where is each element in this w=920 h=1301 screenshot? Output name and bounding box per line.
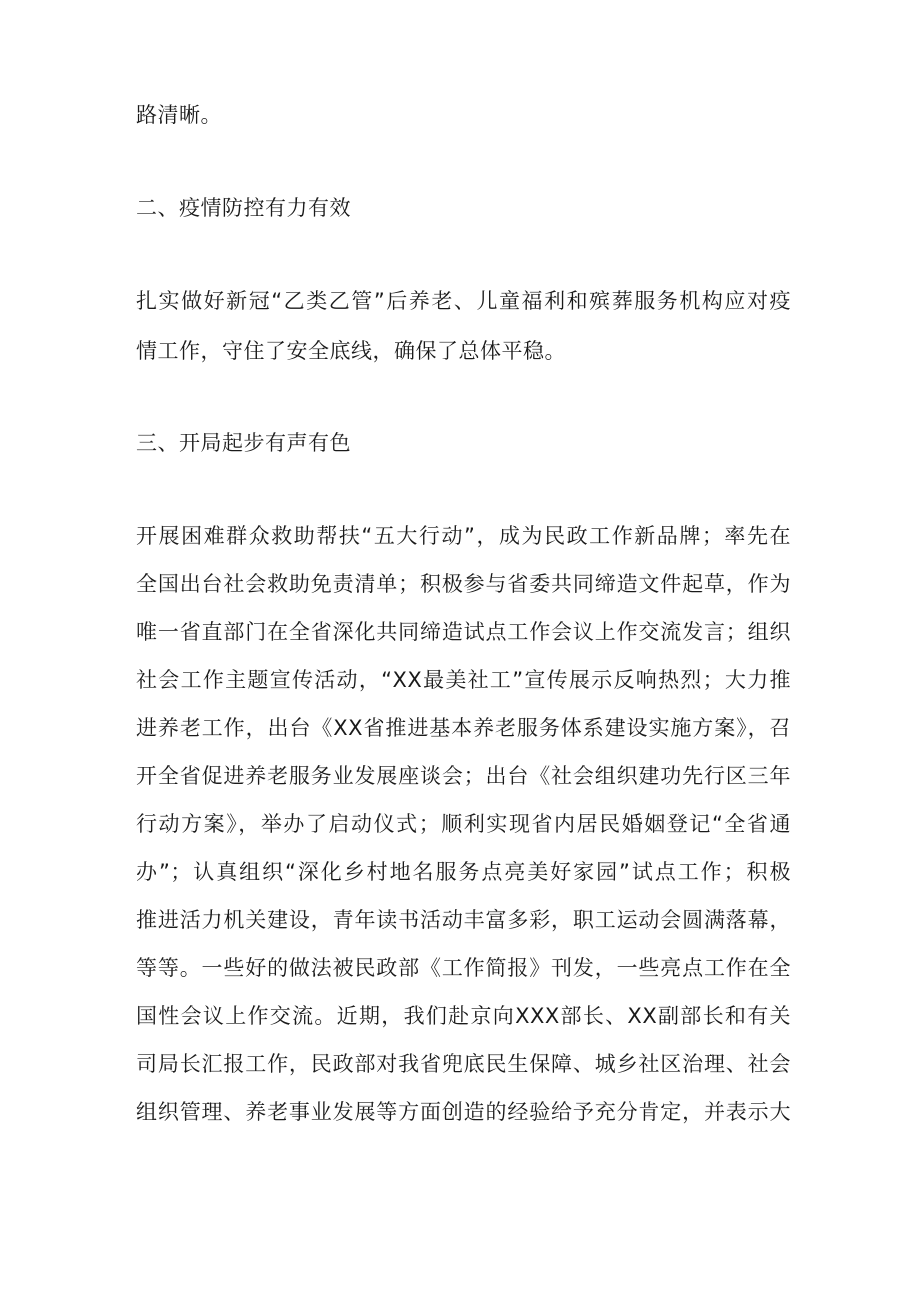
paragraph-line: 推进活力机关建设，青年读书活动丰富多彩，职工运动会圆满落幕， bbox=[136, 908, 791, 932]
paragraph-line: 唯一省直部门在全省深化共同缔造试点工作会议上作交流发言；组织 bbox=[136, 620, 791, 644]
paragraph-line: 开全省促进养老服务业发展座谈会；出台《社会组织建功先行区三年 bbox=[136, 764, 791, 788]
paragraph-line: 开展困难群众救助帮扶“五大行动”，成为民政工作新品牌；率先在 bbox=[136, 524, 791, 548]
paragraph-continuation: 路清晰。 bbox=[136, 103, 222, 127]
paragraph-line: 办”；认真组织“深化乡村地名服务点亮美好家园”试点工作；积极 bbox=[136, 860, 791, 884]
section-heading-2: 二、疫情防控有力有效 bbox=[136, 196, 351, 220]
section-heading-3: 三、开局起步有声有色 bbox=[136, 431, 351, 455]
paragraph-line: 社会工作主题宣传活动，“XX最美社工”宣传展示反响热烈；大力推 bbox=[136, 668, 791, 692]
paragraph-line: 情工作，守住了安全底线，确保了总体平稳。 bbox=[136, 339, 566, 363]
paragraph-line: 司局长汇报工作，民政部对我省兜底民生保障、城乡社区治理、社会 bbox=[136, 1052, 791, 1076]
paragraph-line: 国性会议上作交流。近期，我们赴京向XXX部长、XX副部长和有关 bbox=[136, 1004, 791, 1028]
paragraph-line: 进养老工作，出台《XX省推进基本养老服务体系建设实施方案》，召 bbox=[136, 716, 791, 740]
paragraph-line: 等等。一些好的做法被民政部《工作简报》刊发，一些亮点工作在全 bbox=[136, 956, 791, 980]
paragraph-line: 组织管理、养老事业发展等方面创造的经验给予充分肯定，并表示大 bbox=[136, 1100, 791, 1124]
paragraph-line: 扎实做好新冠“乙类乙管”后养老、儿童福利和殡葬服务机构应对疫 bbox=[136, 289, 791, 313]
paragraph-line: 全国出台社会救助免责清单；积极参与省委共同缔造文件起草，作为 bbox=[136, 572, 791, 596]
paragraph-line: 行动方案》，举办了启动仪式；顺利实现省内居民婚姻登记“全省通 bbox=[136, 812, 791, 836]
